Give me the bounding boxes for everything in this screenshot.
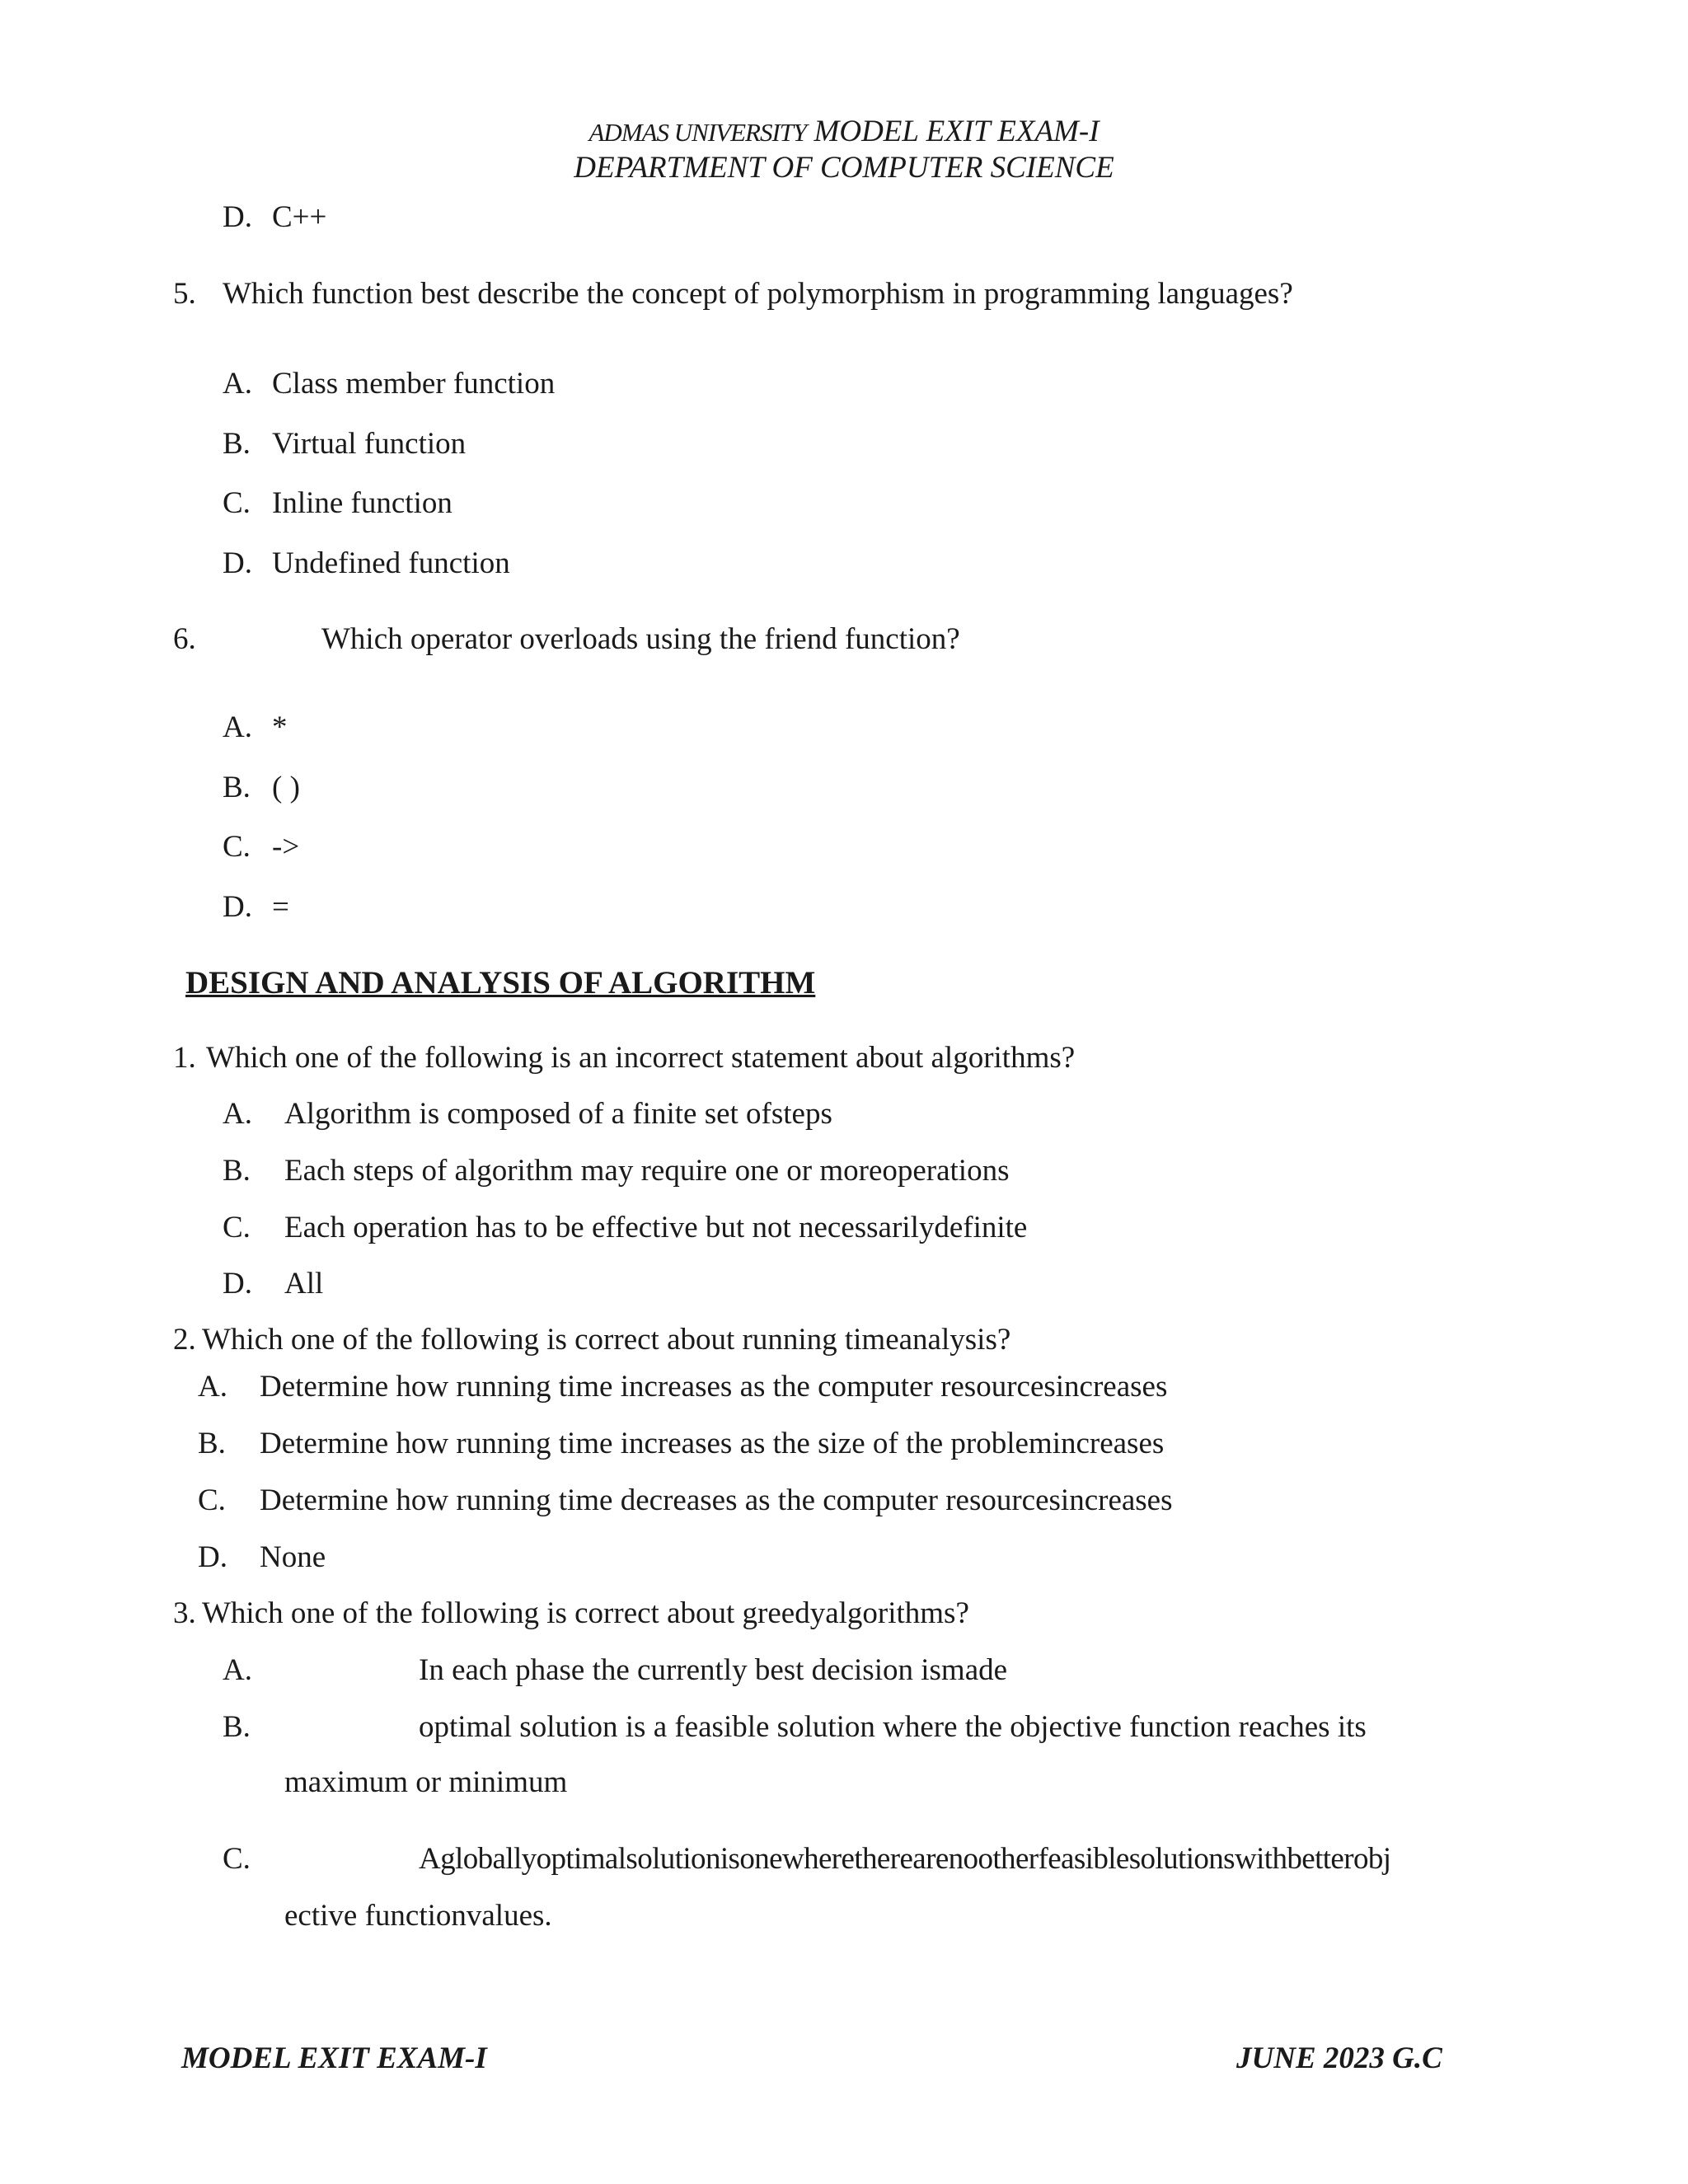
option-text: Determine how running time increases as the computer resourcesincreases	[260, 1370, 1168, 1404]
university-name: ADMAS UNIVERSITY	[588, 118, 807, 147]
option-letter: B.	[223, 771, 251, 804]
option-letter: B.	[223, 427, 251, 461]
question-text: Which one of the following is an incorrect statement about algorithms?	[206, 1041, 1076, 1075]
exam-title: MODEL EXIT EXAM-I	[814, 115, 1100, 148]
option-letter: A.	[223, 710, 252, 744]
option-letter: D.	[198, 1540, 227, 1574]
option-text: Agloballyoptimalsolutionisonewheretherearenootherfeasiblesolutionswithbetterobj	[419, 1842, 1391, 1876]
option-text: Inline function	[272, 486, 452, 520]
option-text: Determine how running time increases as the size of the problemincreases	[260, 1427, 1165, 1460]
option-text: Undefined function	[272, 546, 510, 580]
option-letter: D.	[223, 200, 252, 234]
question-number: 1.	[173, 1041, 196, 1075]
option-letter: C.	[223, 830, 251, 864]
section-title: DESIGN AND ANALYSIS OF ALGORITHM	[185, 965, 816, 1001]
option-text: None	[260, 1540, 326, 1574]
option-text: Determine how running time decreases as the computer resourcesincreases	[260, 1483, 1173, 1517]
question-text: Which function best describe the concept of polymorphism in programming languages?	[223, 277, 1293, 311]
option-letter: C.	[223, 486, 251, 520]
option-text: C++	[272, 200, 327, 234]
department-name: DEPARTMENT OF COMPUTER SCIENCE	[574, 151, 1114, 185]
option-text-continued: ective functionvalues.	[284, 1899, 552, 1933]
option-letter: D.	[223, 890, 252, 924]
option-letter: A.	[223, 1653, 252, 1687]
option-letter: D.	[223, 546, 252, 580]
option-text: In each phase the currently best decision ismade	[419, 1653, 1008, 1687]
option-letter: C.	[198, 1483, 226, 1517]
option-text: *	[272, 710, 288, 744]
question-number: 3.	[173, 1596, 196, 1630]
option-letter: A.	[198, 1370, 227, 1404]
option-text: =	[272, 890, 289, 924]
option-text: Virtual function	[272, 427, 467, 461]
option-text: ( )	[272, 771, 300, 804]
option-letter: A.	[223, 367, 252, 401]
page-header-title	[0, 114, 1688, 151]
option-letter: A.	[223, 1097, 252, 1131]
question-number: 5.	[173, 277, 196, 311]
question-number: 6.	[173, 622, 196, 656]
question-number: 2.	[173, 1323, 196, 1357]
option-letter: B.	[223, 1710, 251, 1744]
option-text-continued: maximum or minimum	[284, 1765, 568, 1799]
option-text: All	[284, 1267, 324, 1301]
question-text: Which one of the following is correct about running timeanalysis?	[202, 1323, 1011, 1357]
option-text: Class member function	[272, 367, 556, 401]
option-text: ->	[272, 830, 300, 864]
option-letter: C.	[223, 1211, 251, 1244]
question-text: Which operator overloads using the friend function?	[321, 622, 960, 656]
option-letter: D.	[223, 1267, 252, 1301]
option-text: Algorithm is composed of a finite set ofsteps	[284, 1097, 832, 1131]
option-text: Each steps of algorithm may require one or moreoperations	[284, 1154, 1010, 1188]
footer-right: JUNE 2023 G.C	[1236, 2041, 1442, 2075]
option-text: optimal solution is a feasible solution where the objective function reaches its	[419, 1710, 1367, 1744]
option-text: Each operation has to be effective but not necessarilydefinite	[284, 1211, 1028, 1244]
option-letter: C.	[223, 1842, 251, 1876]
question-text: Which one of the following is correct about greedyalgorithms?	[202, 1596, 969, 1630]
footer-left: MODEL EXIT EXAM-I	[181, 2041, 487, 2075]
option-letter: B.	[223, 1154, 251, 1188]
option-letter: B.	[198, 1427, 226, 1460]
